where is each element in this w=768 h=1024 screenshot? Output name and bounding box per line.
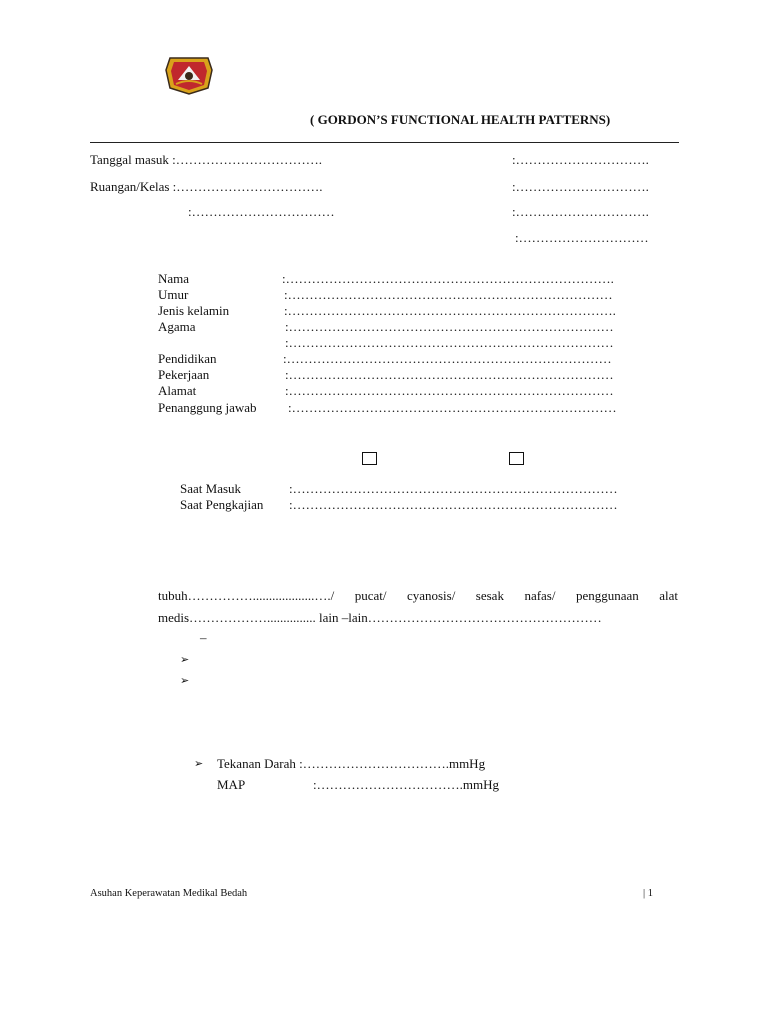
observation-dash: – bbox=[200, 630, 207, 645]
title-divider bbox=[90, 142, 679, 143]
checkbox-right[interactable] bbox=[509, 452, 524, 465]
observation-line-2[interactable]: medis………………............... lain –lain……………………………………………… bbox=[158, 610, 602, 625]
field-dots-pendidikan[interactable]: :………………………………………………………………… bbox=[283, 351, 612, 366]
field-dots-agama-extra[interactable]: :………………………………………………………………… bbox=[285, 335, 614, 350]
field-dots-alamat[interactable]: :………………………………………………………………… bbox=[285, 383, 614, 398]
form-title: ( GORDON’S FUNCTIONAL HEALTH PATTERNS) bbox=[310, 112, 611, 127]
field-label-pendidikan: Pendidikan bbox=[158, 351, 217, 366]
field-label-umur: Umur bbox=[158, 287, 189, 302]
field-dots-agama[interactable]: :………………………………………………………………… bbox=[285, 319, 614, 334]
saat-masuk-label: Saat Masuk bbox=[180, 481, 242, 496]
field-dots-jenis-kelamin[interactable]: :…………………………………………………………………. bbox=[284, 303, 616, 318]
admission-right-field-4[interactable]: :………………………… bbox=[515, 230, 649, 245]
ruangan-kelas-field[interactable]: Ruangan/Kelas :……………………………. bbox=[90, 179, 323, 194]
bullet-arrow-icon: ➢ bbox=[194, 757, 204, 770]
field-dots-penanggung-jawab[interactable]: :………………………………………………………………… bbox=[288, 400, 617, 415]
admission-right-field-3[interactable]: :…………………………. bbox=[512, 204, 649, 219]
footer-title: Asuhan Keperawatan Medikal Bedah bbox=[90, 888, 248, 899]
checkbox-left[interactable] bbox=[362, 452, 377, 465]
observation-word: penggunaan bbox=[575, 588, 639, 603]
admission-right-field-1[interactable]: :…………………………. bbox=[512, 152, 649, 167]
tekanan-darah-field[interactable]: Tekanan Darah :…………………………….mmHg bbox=[217, 756, 486, 771]
field-label-pekerjaan: Pekerjaan bbox=[158, 367, 210, 382]
field-label-penanggung-jawab: Penanggung jawab bbox=[158, 400, 257, 415]
admission-right-field-2[interactable]: :…………………………. bbox=[512, 179, 649, 194]
saat-pengkajian-label: Saat Pengkajian bbox=[180, 497, 264, 512]
field-label-nama: Nama bbox=[158, 271, 190, 286]
map-label: MAP bbox=[217, 777, 246, 792]
observation-word: alat bbox=[659, 588, 678, 603]
map-field[interactable]: :…………………………….mmHg bbox=[313, 777, 499, 792]
observation-word: cyanosis/ bbox=[406, 588, 456, 603]
institution-logo-icon bbox=[162, 52, 216, 96]
saat-pengkajian-field[interactable]: :………………………………………………………………… bbox=[289, 497, 618, 512]
observation-line-1[interactable] bbox=[158, 588, 678, 604]
bullet-arrow-icon: ➢ bbox=[180, 653, 190, 666]
field-dots-nama[interactable]: :…………………………………………………………………. bbox=[282, 271, 614, 286]
observation-word: sesak bbox=[475, 588, 504, 603]
observation-word: pucat/ bbox=[354, 588, 387, 603]
admission-left-field-3[interactable]: :…………………………… bbox=[188, 204, 335, 219]
field-label-alamat: Alamat bbox=[158, 383, 197, 398]
bullet-arrow-icon: ➢ bbox=[180, 674, 190, 687]
field-dots-umur[interactable]: :………………………………………………………………… bbox=[284, 287, 613, 302]
saat-masuk-field[interactable]: :………………………………………………………………… bbox=[289, 481, 618, 496]
page-number: | 1 bbox=[643, 888, 653, 899]
observation-word: tubuh……………...................…./ bbox=[158, 588, 335, 603]
field-dots-pekerjaan[interactable]: :………………………………………………………………… bbox=[285, 367, 614, 382]
observation-word: nafas/ bbox=[524, 588, 556, 603]
tanggal-masuk-field[interactable]: Tanggal masuk :……………………………. bbox=[90, 152, 322, 167]
field-label-agama: Agama bbox=[158, 319, 196, 334]
field-label-jenis-kelamin: Jenis kelamin bbox=[158, 303, 230, 318]
